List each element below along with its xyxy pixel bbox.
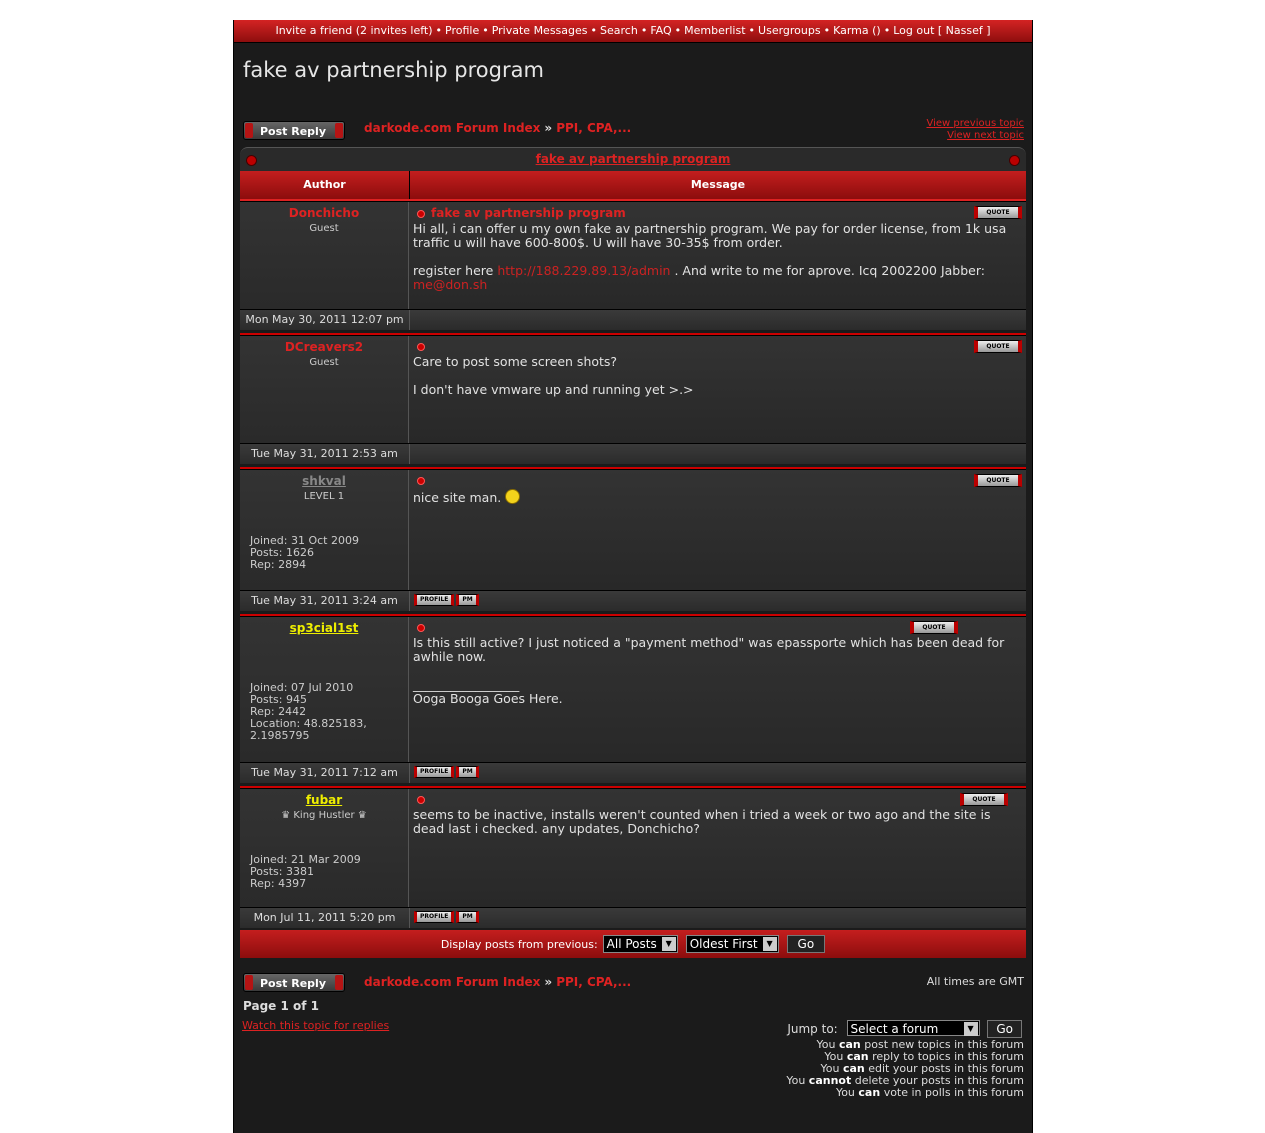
author-joined: Joined: 07 Jul 2010 — [250, 681, 354, 694]
nav-usergroups[interactable]: Usergroups — [758, 24, 821, 37]
author-rep: Rep: 2894 — [250, 558, 307, 571]
post-date: Mon Jul 11, 2011 5:20 pm — [240, 908, 410, 928]
table-header — [240, 171, 1026, 201]
nav-invite[interactable]: Invite a friend (2 invites left) — [275, 24, 433, 37]
view-previous-topic-link[interactable]: View previous topic — [926, 118, 1024, 129]
nav-karma[interactable]: Karma () — [833, 24, 881, 37]
watch-topic-link[interactable]: Watch this topic for replies — [242, 1019, 390, 1032]
quote-button[interactable]: QUOTE — [910, 621, 958, 634]
quote-button[interactable]: QUOTE — [974, 206, 1022, 219]
posts-table — [240, 171, 1026, 958]
page-wrapper — [233, 20, 1033, 1133]
topic-nav — [926, 118, 1024, 142]
post-icon — [417, 343, 425, 351]
post — [240, 616, 1026, 783]
post-text: nice site man. — [413, 490, 502, 505]
post-author-rank: Guest — [309, 223, 339, 234]
permissions-list — [786, 1039, 1024, 1099]
breadcrumb-forum[interactable]: PPI, CPA,... — [556, 121, 632, 135]
permission-line: You can reply to topics in this forum — [824, 1050, 1024, 1063]
quote-button[interactable]: QUOTE — [974, 340, 1022, 353]
post — [240, 335, 1026, 464]
post-icon — [417, 210, 425, 218]
post-message-cell — [409, 617, 1026, 762]
timezone-note: All times are GMT — [926, 975, 1024, 988]
breadcrumb — [364, 121, 631, 135]
post-message-cell — [409, 470, 1026, 590]
post-reply-button[interactable]: Post Reply — [243, 973, 345, 992]
permission-line: You can vote in polls in this forum — [835, 1086, 1024, 1099]
profile-button[interactable]: PROFILE — [414, 911, 454, 923]
jump-go-button[interactable]: Go — [987, 1020, 1022, 1038]
breadcrumb — [364, 975, 631, 989]
permission-line: You cannot delete your posts in this forum — [786, 1074, 1024, 1087]
post — [240, 788, 1026, 928]
display-go-button[interactable]: Go — [787, 935, 826, 953]
post-date: Tue May 31, 2011 7:12 am — [240, 763, 410, 783]
post-author-rank: Guest — [309, 357, 339, 368]
post-author-rank: ♛ King Hustler ♛ — [281, 810, 367, 821]
author-location: Location: 48.825183, 2.1985795 — [250, 717, 367, 742]
permission-line: You can post new topics in this forum — [816, 1038, 1024, 1051]
post-body — [413, 355, 1022, 397]
author-stats — [250, 682, 400, 742]
post-message-cell — [409, 202, 1026, 309]
post-author-name[interactable]: shkval — [302, 474, 346, 488]
bar-right-dot-icon — [1009, 155, 1020, 166]
author-joined: Joined: 21 Mar 2009 — [250, 853, 361, 866]
quote-button[interactable]: QUOTE — [974, 474, 1022, 487]
nav-memberlist[interactable]: Memberlist — [684, 24, 746, 37]
topic-title-bar — [240, 147, 1026, 171]
post — [240, 201, 1026, 330]
post-author-cell — [240, 336, 409, 443]
post-message-cell — [409, 336, 1026, 443]
signature-divider: _________________ — [413, 677, 520, 692]
post-text: Is this still active? I just noticed a "payment method" was epassporte which has been dead for awhile now. — [413, 635, 1005, 664]
post-icon — [417, 796, 425, 804]
author-column-header: Author — [240, 171, 410, 199]
author-stats — [250, 535, 359, 571]
view-next-topic-link[interactable]: View next topic — [947, 130, 1024, 141]
post-icon — [417, 477, 425, 485]
author-posts: Posts: 945 — [250, 693, 307, 706]
nav-profile[interactable]: Profile — [445, 24, 480, 37]
jump-to-label: Jump to: — [787, 1022, 838, 1036]
post-author-name[interactable]: Donchicho — [288, 206, 360, 220]
post-body — [413, 489, 1022, 505]
post-body — [413, 808, 1022, 836]
message-column-header: Message — [690, 178, 746, 191]
quote-button[interactable]: QUOTE — [960, 793, 1008, 806]
post-author-cell — [240, 470, 409, 590]
post-text: seems to be inactive, installs weren't counted when i tried a week or two ago and the site is dead last i checked. any updates, Donchicho? — [413, 807, 991, 836]
post-date: Tue May 31, 2011 2:53 am — [240, 444, 410, 464]
post-message-cell — [409, 789, 1026, 907]
nav-faq[interactable]: FAQ — [650, 24, 672, 37]
post-author-rank: LEVEL 1 — [303, 491, 345, 502]
author-joined: Joined: 31 Oct 2009 — [250, 534, 359, 547]
page-title: fake av partnership program — [243, 58, 544, 82]
post-author-name[interactable]: sp3cial1st — [289, 621, 359, 635]
pm-button[interactable]: PM — [456, 594, 478, 606]
post-date: Tue May 31, 2011 3:24 am — [240, 591, 410, 611]
smiley-icon — [505, 489, 520, 504]
nav-private-messages[interactable]: Private Messages — [491, 24, 588, 37]
jump-to-select[interactable]: Select a forum ▼ — [847, 1020, 980, 1036]
pm-button[interactable]: PM — [456, 766, 478, 778]
display-options-bar — [240, 928, 1026, 958]
nav-search[interactable]: Search — [600, 24, 638, 37]
post-text: Hi all, i can offer u my own fake av partnership program. We pay for order license, from 1k usa traffic u will have 600-800$. U will have 30-35$ from order. — [413, 221, 1007, 250]
post-text: I don't have vmware up and running yet >.> — [413, 382, 694, 397]
profile-button[interactable]: PROFILE — [414, 594, 454, 606]
jump-to — [787, 1020, 1022, 1038]
nav-logout[interactable]: Log out [ Nassef ] — [893, 24, 991, 37]
display-posts-label: Display posts from previous: — [440, 937, 598, 951]
breadcrumb-separator: » — [544, 121, 553, 135]
post-icon — [417, 624, 425, 632]
email-link[interactable]: me@don.sh — [413, 277, 488, 292]
profile-button[interactable]: PROFILE — [414, 766, 454, 778]
post-reply-button[interactable]: Post Reply — [243, 121, 345, 140]
page-number: Page 1 of 1 — [243, 999, 319, 1013]
post-text: . And write to me for aprove. Icq 2002200 Jabber: — [674, 263, 985, 278]
post-text: Care to post some screen shots? — [413, 354, 618, 369]
author-posts: Posts: 3381 — [250, 865, 314, 878]
post-text: register here — [413, 263, 494, 278]
author-stats — [250, 854, 361, 890]
post-author-cell — [240, 617, 409, 762]
post-body — [413, 636, 1022, 706]
post-range-select[interactable]: All Posts ▼ — [603, 935, 678, 953]
post — [240, 469, 1026, 611]
post-author-name[interactable]: DCreavers2 — [284, 340, 364, 354]
author-rep: Rep: 2442 — [250, 705, 307, 718]
post-body — [413, 222, 1022, 292]
breadcrumb-separator: » — [544, 975, 553, 989]
pm-button[interactable]: PM — [456, 911, 478, 923]
permission-line: You can edit your posts in this forum — [820, 1062, 1024, 1075]
breadcrumb-index[interactable]: darkode.com Forum Index — [364, 975, 541, 989]
bar-left-dot-icon — [246, 155, 257, 166]
top-nav: Invite a friend (2 invites left) • Profile • Private Messages • Search • FAQ • Memberlist • Usergroups • Karma () • Log out [ Nassef ] — [234, 20, 1032, 43]
breadcrumb-index[interactable]: darkode.com Forum Index — [364, 121, 541, 135]
post-author-cell — [240, 202, 409, 309]
signature: Ooga Booga Goes Here. — [413, 691, 563, 706]
breadcrumb-forum[interactable]: PPI, CPA,... — [556, 975, 632, 989]
post-order-select[interactable]: Oldest First ▼ — [686, 935, 779, 953]
post-author-cell — [240, 789, 409, 907]
admin-url-link[interactable]: http://188.229.89.13/admin — [497, 263, 671, 278]
author-posts: Posts: 1626 — [250, 546, 314, 559]
post-title: fake av partnership program — [431, 206, 626, 220]
topic-title-link[interactable]: fake av partnership program — [535, 152, 731, 166]
post-date: Mon May 30, 2011 12:07 pm — [240, 310, 410, 330]
author-rep: Rep: 4397 — [250, 877, 307, 890]
post-author-name[interactable]: fubar — [305, 793, 343, 807]
